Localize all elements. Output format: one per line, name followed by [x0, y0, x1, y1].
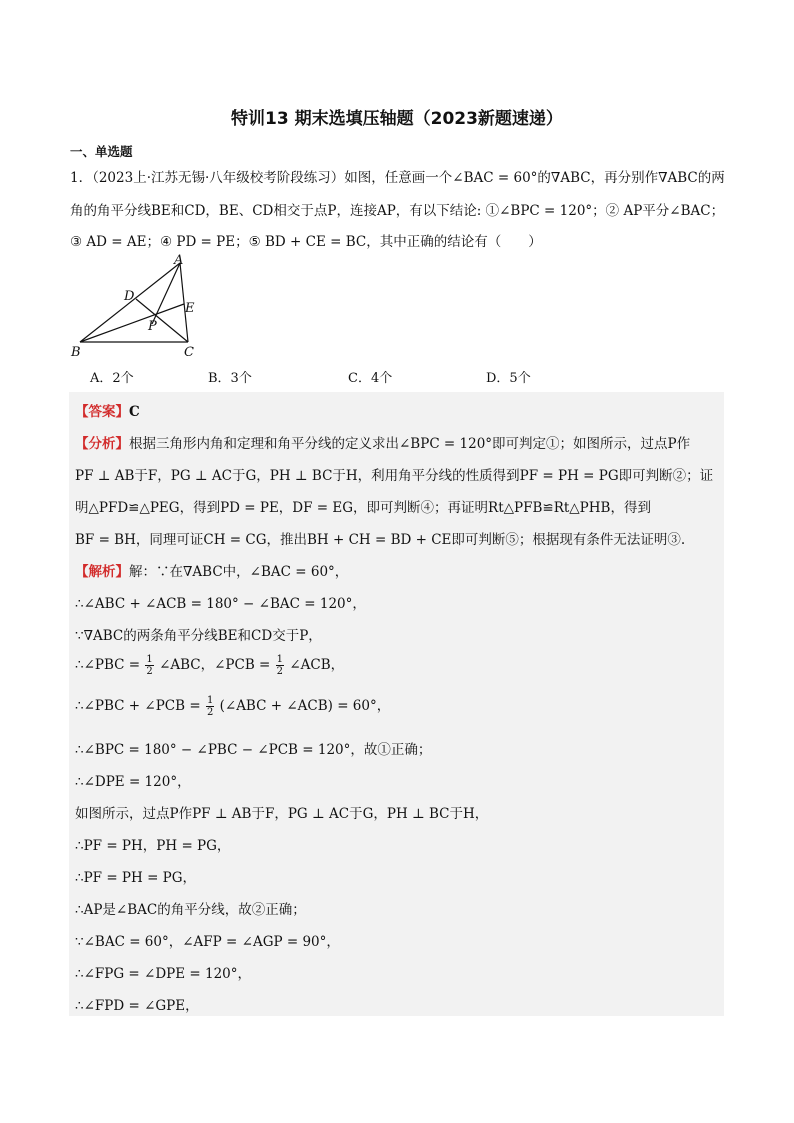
option-a[interactable]: A．2个	[90, 371, 134, 386]
solution-line-3: ∵∇ABC的两条角平分线BE和CD交于P，	[75, 628, 322, 644]
solution-line-13: ∴∠FPG = ∠DPE = 120°，	[75, 966, 252, 982]
question-line-3: ③ AD = AE；④ PD = PE；⑤ BD + CE = BC，其中正确的结论有（ ）	[70, 234, 542, 250]
analysis-label: 【分析】	[75, 436, 129, 452]
solution-line-14: ∴∠FPD = ∠GPE，	[75, 998, 199, 1014]
solution-line-12: ∵∠BAC = 60°，∠AFP = ∠AGP = 90°，	[75, 934, 340, 950]
label-b: B	[71, 345, 81, 360]
question-line-1: 1．（2023上·江苏无锡·八年级校考阶段练习）如图，任意画一个∠BAC = 60°的∇ABC，再分别作∇ABC的两	[70, 170, 725, 186]
label-c: C	[184, 345, 194, 360]
option-c[interactable]: C．4个	[348, 371, 393, 386]
solution-line-10: ∴PF = PH = PG，	[75, 870, 197, 886]
solution-line-9: ∴PF = PH，PH = PG，	[75, 838, 231, 854]
label-a: A	[174, 253, 184, 268]
label-e: E	[185, 301, 195, 316]
fraction-half: $\frac{1}{2}$	[276, 654, 284, 677]
section-heading: 一、单选题	[70, 144, 133, 159]
triangle-diagram	[68, 252, 208, 362]
fraction-half: $\frac{1}{2}$	[206, 695, 214, 718]
analysis-line-2: PF ⊥ AB于F，PG ⊥ AC于G，PH ⊥ BC于H，利用角平分线的性质得到PF = PH = PG即可判断②；证	[75, 468, 714, 484]
solution-line-8: 如图所示，过点P作PF ⊥ AB于F，PG ⊥ AC于G，PH ⊥ BC于H，	[75, 806, 489, 822]
analysis-line-3: 明△PFD≌△PEG，得到PD = PE，DF = EG，即可判断④；再证明Rt△PFB≌Rt△PHB，得到	[75, 500, 651, 516]
solution-line-1: 【解析】解：∵在∇ABC中，∠BAC = 60°，	[75, 564, 349, 580]
analysis-line-1: 【分析】根据三角形内角和定理和角平分线的定义求出∠BPC = 120°即可判定①；如图所示，过点P作	[75, 436, 691, 452]
solution-line-6: ∴∠BPC = 180° − ∠PBC − ∠PCB = 120°，故①正确；	[75, 742, 432, 758]
solution-line-5: ∴∠PBC + ∠PCB = $\frac{1}{2}$ (∠ABC + ∠ACB) = 60°，	[75, 695, 391, 718]
option-b[interactable]: B．3个	[208, 371, 252, 386]
answer-line	[75, 400, 140, 420]
solution-line-2: ∴∠ABC + ∠ACB = 180° − ∠BAC = 120°，	[75, 596, 366, 612]
solution-label: 【解析】	[75, 564, 129, 580]
solution-line-11: ∴AP是∠BAC的角平分线，故②正确；	[75, 902, 306, 918]
label-p: P	[148, 319, 157, 334]
solution-line-4: ∴∠PBC = $\frac{1}{2}$ ∠ABC，∠PCB = $\frac{1}{2}$ ∠ACB，	[75, 654, 345, 677]
question-line-2: 角的角平分线BE和CD，BE、CD相交于点P，连接AP，有以下结论: ①∠BPC = 120°；② AP平分∠BAC；	[70, 203, 725, 219]
answer-value: C	[129, 404, 140, 420]
answer-label: 【答案】	[75, 404, 129, 420]
solution-line-7: ∴∠DPE = 120°，	[75, 774, 191, 790]
page-title: 特训13 期末选填压轴题（2023新题速递）	[231, 109, 563, 129]
analysis-line-4: BF = BH，同理可证CH = CG，推出BH + CH = BD + CE即可判断⑤；根据现有条件无法证明③.	[75, 532, 686, 548]
fraction-half: $\frac{1}{2}$	[146, 654, 153, 677]
option-d[interactable]: D．5个	[486, 371, 531, 386]
label-d: D	[124, 289, 135, 304]
